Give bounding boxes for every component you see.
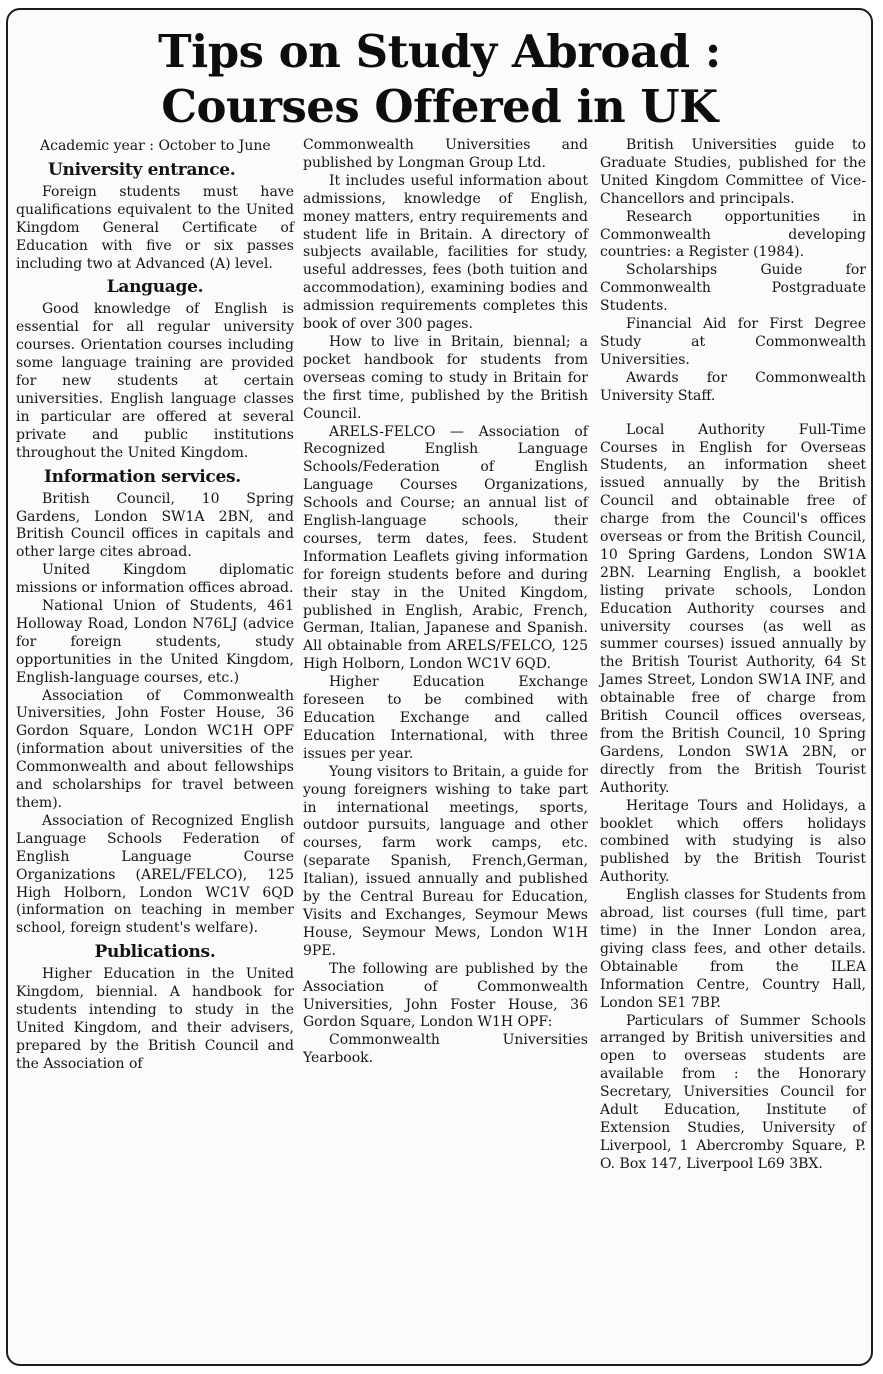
paragraph-continued: Commonwealth Universities and published by Longman Group Ltd. [303,137,588,171]
heading-information-services: Information services. [44,466,241,487]
column-1 [16,138,294,1074]
paragraph-scholarships: Scholarships Guide for Commonwealth Postgraduate Students. [600,262,866,315]
paragraph-english-classes: English classes for Students from abroad, list courses (full time, part time) in the Inner London area, giving class fees, and other details. Obtainable from the ILEA Information Centre, Country Hall, London SE1 7BP. [600,887,866,1011]
heading-university-entrance: University entrance. [48,159,236,180]
paragraph-local-authority: Local Authority Full-Time Courses in English for Overseas Students, an information sheet issued annually by the British Council and obtainable free of charge from the Council's offices overseas or from the British Council, 10 Spring Gardens, London SW1A 2BN. Learning English, a booklet listing private schools, London Education Authority courses and university courses (as well as summer courses) issued annually by the British Tourist Authority, 64 St James Street, London SW1A INF, and obtainable free of charge from British Council offices overseas, from the British Council, 10 Spring Gardens, London SW1A 2BN, or directly from the British Tourist Authority. [600,421,866,796]
column-2 [303,137,588,1068]
paragraph-info-arel: Association of Recognized English Language Schools Federation of English Language Course Organizations (AREL/FELCO), 125 High Holborn, London WC1V 6QD (information on teaching in member school, foreign student's welfare). [16,812,294,937]
paragraph-young-visitors: Young visitors to Britain, a guide for young foreigners wishing to take part in international meetings, sports, outdoor pursuits, language and other courses, farm work camps, etc. (separate Spanish, French,German, Italian), issued annually and published by the Central Bureau for Education, Visits and Exchanges, Seymour Mews House, Seymour Mews, London W1H 9PE. [303,763,588,959]
heading-publications: Publications. [94,942,216,963]
headline-line-1: Tips on Study Abroad : [158,25,721,78]
paragraph-university-entrance: Foreign students must have qualifications equivalent to the United Kingdom General Certificate of Education with five or six passes including two at Advanced (A) level. [16,183,294,272]
headline [8,24,871,134]
newspaper-clipping [6,8,873,1366]
paragraph-arels-felco: ARELS-FELCO — Association of Recognized English Language Schools/Federation of English Language Courses Organizations, Schools and Course; an annual list of English-language schools, their courses, term dates, fees. Student Information Leaflets giving information for foreign students before and during their stay in the United Kingdom, published in English, Arabic, French, German, Italian, Japanese and Spanish. All obtainable from ARELS/FELCO, 125 High Holborn, London WC1V 6QD. [303,423,588,673]
headline-line-2: Courses Offered in UK [161,80,718,133]
paragraph-language: Good knowledge of English is essential for all regular university courses. Orientation courses including some language training are provided for new students at certain universities. English language classes in particular are offered at several private and public institutions throughout the United Kingdom. [16,301,294,461]
paragraph-how-to-live: How to live in Britain, biennal; a pocket handbook for students from overseas coming to study in Britain for the first time, published by the British Council. [303,333,588,422]
paragraph-awards: Awards for Commonwealth University Staff. [600,369,866,404]
academic-year: Academic year : October to June [40,138,271,154]
paragraph-info-acu: Association of Commonwealth Universities, John Foster House, 36 Gordon Square, London WC1H OPF (information about universities of the Commonwealth and about fellowships and scholarships for travel between them). [16,687,294,811]
paragraph-financial-aid: Financial Aid for First Degree Study at Commonwealth Universities. [600,316,866,368]
paragraph-useful-information: It includes useful information about admissions, knowledge of English, money matters, entry requirements and student life in Britain. A directory of subjects available, facilities for study, useful addresses, fees (both tuition and accommodation), examining bodies and admission requirements completes this book of over 300 pages. [303,172,588,333]
paragraph-info-british-council: British Council, 10 Spring Gardens, London SW1A 2BN, and British Council offices in capitals and other large cites abroad. [16,490,294,561]
paragraph-following: The following are published by the Association of Commonwealth Universities, John Foster House, 36 Gordon Square, London W1H OPF: [303,960,588,1031]
column-3 [600,137,866,1174]
paragraph-info-diplomatic: United Kingdom diplomatic missions or information offices abroad. [16,562,294,597]
paragraph-heritage-tours: Heritage Tours and Holidays, a booklet which offers holidays combined with studying is also published by the British Tourist Authority. [600,797,866,886]
paragraph-info-nus: National Union of Students, 461 Holloway Road, London N76LJ (advice for foreign students, study opportunities in the United Kingdom, English-language courses, etc.) [16,598,294,686]
paragraph-publications-1: Higher Education in the United Kingdom, biennial. A handbook for students intending to study in the United Kingdom, and their advisers, prepared by the British Council and the Association of [16,966,294,1072]
heading-language: Language. [106,277,204,298]
paragraph-yearbook: Commonwealth Universities Yearbook. [303,1032,588,1067]
paragraph-graduate-guide: British Universities guide to Graduate Studies, published for the United Kingdom Committee of Vice-Chancellors and principals. [600,137,866,207]
paragraph-education-exchange: Higher Education Exchange foreseen to be combined with Education Exchange and called Education International, with three issues per year. [303,674,588,762]
paragraph-summer-schools: Particulars of Summer Schools arranged by British universities and open to overseas students are available from : the Honorary Secretary, Universities Council for Adult Education, Institute of Extension Studies, University of Liverpool, 1 Abercromby Square, P. O. Box 147, Liverpool L69 3BX. [600,1012,866,1172]
paragraph-research: Research opportunities in Commonwealth developing countries: a Register (1984). [600,208,866,261]
